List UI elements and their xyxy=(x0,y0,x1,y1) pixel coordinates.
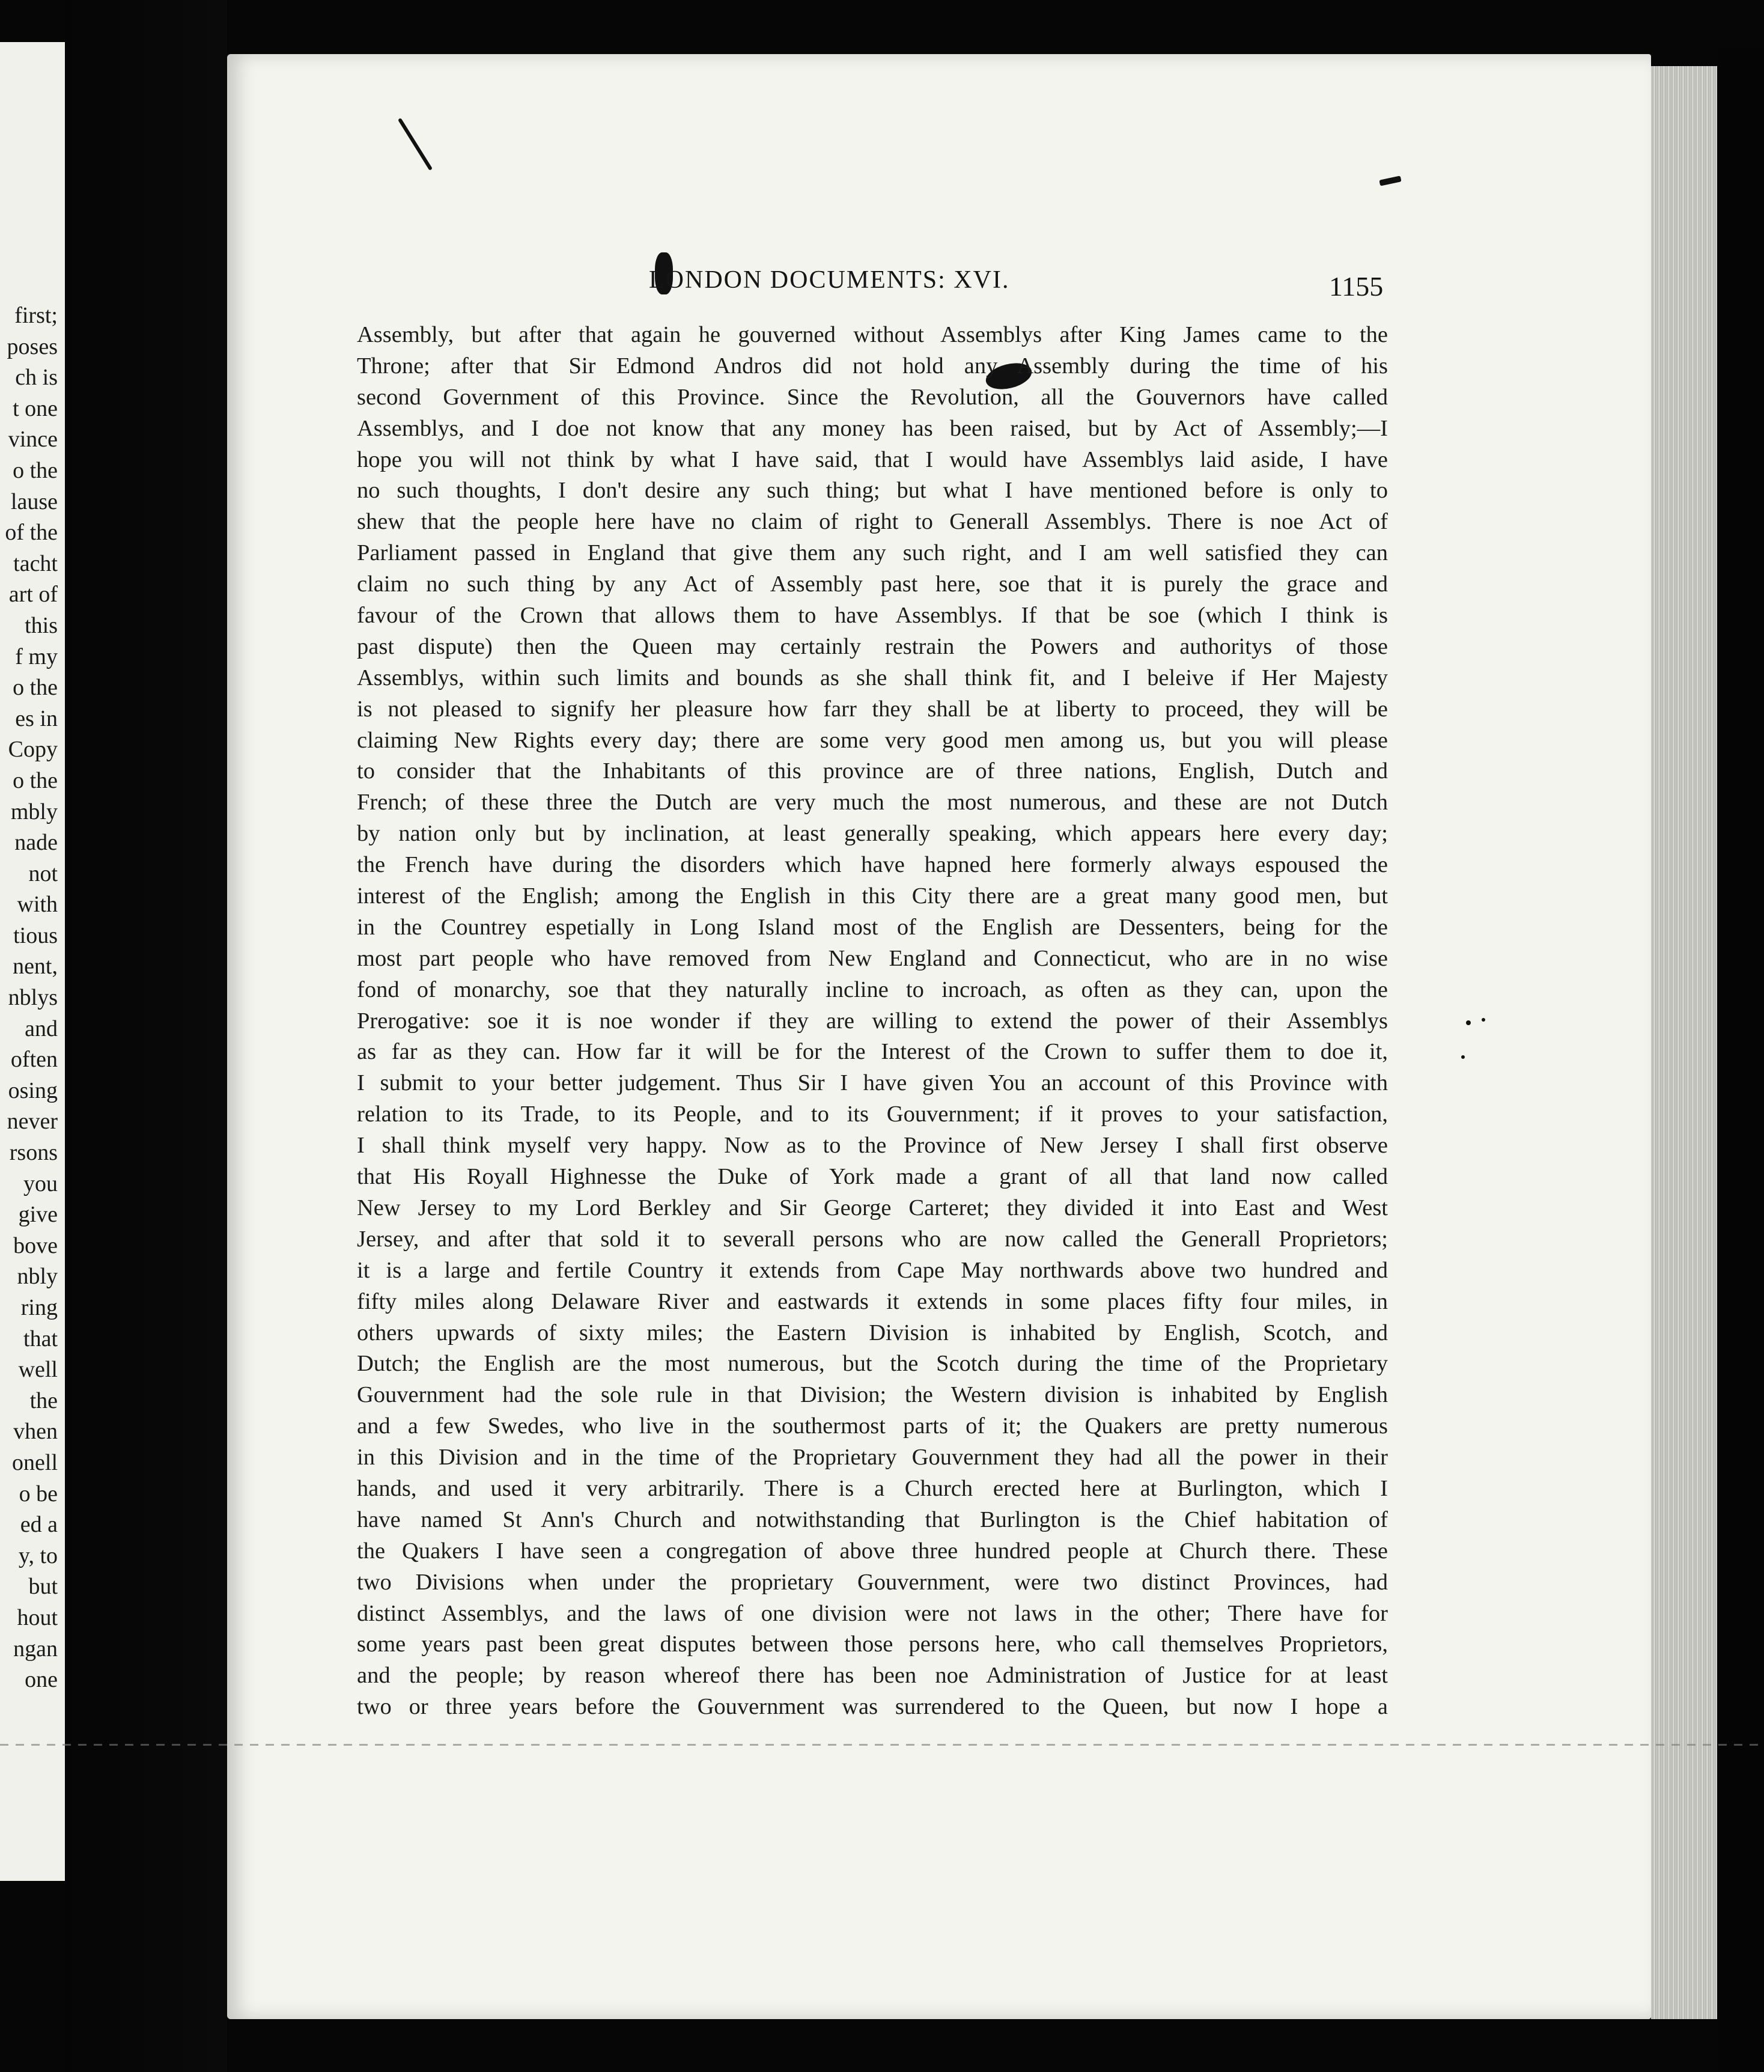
text-line: Throne; after that Sir Edmond Andros did not hold any Assembly during the time of his xyxy=(357,353,1388,379)
text-line: Prerogative: soe it is noe wonder if they are willing to extend the power of their Assemblys xyxy=(357,1008,1388,1034)
text-line: I shall think myself very happy. Now as to the Province of New Jersey I shall first observe xyxy=(357,1133,1388,1159)
text-line: French; of these three the Dutch are very much the most numerous, and these are not Dutch xyxy=(357,790,1388,815)
facing-page-line: nade xyxy=(14,830,58,856)
text-line: some years past been great disputes between those persons here, who call themselves Proprietors, xyxy=(357,1632,1388,1657)
facing-page-line: nblys xyxy=(8,985,58,1011)
text-line: most part people who have removed from New England and Connecticut, who are in no wise xyxy=(357,945,1388,971)
text-line: the Quakers I have seen a congregation of above three hundred people at Church there. These xyxy=(357,1538,1388,1564)
text-line: hands, and used it very arbitrarily. There is a Church erected here at Burlington, which I xyxy=(357,1475,1388,1501)
facing-page-line: well xyxy=(18,1357,58,1383)
facing-page-line: one xyxy=(25,1667,58,1693)
text-line: in this Division and in the time of the Proprietary Gouvernment they had all the power in their xyxy=(357,1445,1388,1470)
facing-page-line: t one xyxy=(13,395,58,421)
facing-page-line: hout xyxy=(17,1604,58,1630)
facing-page-line: with xyxy=(17,892,58,918)
facing-page-line: tious xyxy=(13,922,58,948)
page-number: 1155 xyxy=(1329,271,1384,302)
facing-page-fragment xyxy=(0,42,65,1881)
text-line: two Divisions when under the proprietary Gouvernment, were two distinct Provinces, had xyxy=(357,1569,1388,1595)
text-line: second Government of this Province. Since the Revolution, all the Gouvernors have called xyxy=(357,384,1388,410)
text-line: it is a large and fertile Country it extends from Cape May northwards above two hundred and xyxy=(357,1257,1388,1283)
text-line: no such thoughts, I don't desire any such thing; but what I have mentioned before is only to xyxy=(357,478,1388,504)
facing-page-line: art of xyxy=(8,582,58,608)
facing-page-line: vhen xyxy=(13,1419,58,1445)
facing-page-line: Copy xyxy=(8,737,58,763)
facing-page-line: that xyxy=(23,1326,58,1351)
text-line: and the people; by reason whereof there has been noe Administration of Justice for at least xyxy=(357,1663,1388,1689)
text-line: to consider that the Inhabitants of this province are of three nations, English, Dutch and xyxy=(357,758,1388,784)
text-line: as far as they can. How far it will be for the Interest of the Crown to suffer them to doe it, xyxy=(357,1039,1388,1065)
facing-page-line: o the xyxy=(13,675,58,701)
text-line: others upwards of sixty miles; the Eastern Division is inhabited by English, Scotch, and xyxy=(357,1320,1388,1345)
text-line: claiming New Rights every day; there are some very good men among us, but you will please xyxy=(357,727,1388,753)
facing-page-line: lause xyxy=(10,489,58,514)
facing-page-line: bove xyxy=(13,1233,58,1258)
text-line: I submit to your better judgement. Thus Sir I have given You an account of this Province with xyxy=(357,1070,1388,1096)
facing-page-line: f my xyxy=(15,644,58,669)
text-line: Jersey, and after that sold it to severall persons who are now called the Generall Proprietors; xyxy=(357,1226,1388,1252)
facing-page-line: first; xyxy=(14,303,58,328)
facing-page-line: tacht xyxy=(13,550,58,576)
speck xyxy=(1466,1020,1471,1025)
facing-page-text xyxy=(5,300,58,1696)
text-line: Parliament passed in England that give them any such right, and I am well satisfied they can xyxy=(357,540,1388,566)
speck xyxy=(1461,1055,1465,1059)
facing-page-line: es in xyxy=(15,705,58,731)
facing-page-line: poses xyxy=(7,334,58,359)
text-line: in the Countrey espetially in Long Island most of the English are Dessenters, being for the xyxy=(357,914,1388,940)
facing-page-line: this xyxy=(25,612,58,638)
text-line: fond of monarchy, soe that they naturally incline to incroach, as often as they can, upon the xyxy=(357,977,1388,1002)
text-line: Assembly, but after that again he gouverned without Assemblys after King James came to the xyxy=(357,322,1388,347)
text-line: interest of the English; among the English in this City there are a great many good men, but xyxy=(357,883,1388,909)
page-edges xyxy=(1651,66,1717,2019)
binding-gutter xyxy=(65,0,227,2072)
text-line: hope you will not think by what I have said, that I would have Assemblys laid aside, I have xyxy=(357,446,1388,472)
text-line: by nation only but by inclination, at least generally speaking, which appears here every day; xyxy=(357,821,1388,847)
facing-page-line: mbly xyxy=(10,799,58,824)
text-line: two or three years before the Gouvernment was surrendered to the Queen, but now I hope a xyxy=(357,1694,1388,1720)
facing-page-line: vince xyxy=(8,427,58,452)
facing-page-line: of the xyxy=(5,520,58,546)
text-line: Gouvernment had the sole rule in that Division; the Western division is inhabited by English xyxy=(357,1382,1388,1408)
facing-page-line: y, to xyxy=(18,1543,58,1568)
facing-page-line: the xyxy=(29,1388,58,1413)
text-line: favour of the Crown that allows them to have Assemblys. If that be soe (which I think is xyxy=(357,603,1388,629)
text-line: fifty miles along Delaware River and eastwards it extends in some places fifty four miles, in xyxy=(357,1288,1388,1314)
facing-page-line: ngan xyxy=(13,1636,58,1662)
facing-page-line: o the xyxy=(13,767,58,793)
text-line: distinct Assemblys, and the laws of one division were not laws in the other; There have for xyxy=(357,1600,1388,1626)
facing-page-line: but xyxy=(28,1574,58,1600)
facing-page-line: rsons xyxy=(9,1140,58,1166)
text-line: have named St Ann's Church and notwithstanding that Burlington is the Chief habitation of xyxy=(357,1507,1388,1532)
facing-page-line: onell xyxy=(12,1449,58,1475)
facing-page-line: never xyxy=(7,1109,58,1135)
speck xyxy=(1482,1018,1485,1022)
facing-page-line: ch is xyxy=(15,365,58,391)
facing-page-line: not xyxy=(28,861,58,886)
facing-page-line: give xyxy=(18,1202,58,1228)
text-line: relation to its Trade, to its People, and to its Gouvernment; if it proves to your satisfaction, xyxy=(357,1102,1388,1127)
facing-page-line: you xyxy=(23,1171,58,1196)
page-bottom-rule xyxy=(0,1744,1764,1746)
text-line: Assemblys, within such limits and bounds as she shall think fit, and I beleive if Her Majesty xyxy=(357,665,1388,690)
text-line: is not pleased to signify her pleasure how farr they shall be at liberty to proceed, they will be xyxy=(357,696,1388,722)
body-text xyxy=(357,320,1388,1723)
text-line: New Jersey to my Lord Berkley and Sir George Carteret; they divided it into East and West xyxy=(357,1195,1388,1220)
text-line: claim no such thing by any Act of Assembly past here, soe that it is purely the grace and xyxy=(357,571,1388,597)
text-line: past dispute) then the Queen may certainly restrain the Powers and authoritys of those xyxy=(357,633,1388,659)
text-line: Assemblys, and I doe not know that any money has been raised, but by Act of Assembly;—I xyxy=(357,415,1388,441)
facing-page-line: nent, xyxy=(13,954,58,980)
facing-page-line: and xyxy=(25,1016,58,1041)
text-line: the French have during the disorders which have hapned here formerly always espoused the xyxy=(357,852,1388,878)
text-line: and a few Swedes, who live in the southermost parts of it; the Quakers are pretty numerous xyxy=(357,1413,1388,1439)
facing-page-line: nbly xyxy=(17,1264,58,1290)
facing-page-line: o be xyxy=(19,1481,58,1507)
text-line: that His Royall Highnesse the Duke of York made a grant of all that land now called xyxy=(357,1164,1388,1190)
text-line: shew that the people here have no claim of right to Generall Assemblys. There is noe Act of xyxy=(357,509,1388,535)
facing-page-line: ed a xyxy=(20,1512,58,1538)
facing-page-line: often xyxy=(10,1047,58,1073)
running-head: LONDON DOCUMENTS: XVI. xyxy=(649,266,1010,294)
text-line: Dutch; the English are the most numerous, but the Scotch during the time of the Proprietary xyxy=(357,1351,1388,1377)
facing-page-line: ring xyxy=(20,1295,58,1320)
facing-page-line: o the xyxy=(13,457,58,483)
facing-page-line: osing xyxy=(8,1077,58,1103)
scan-border xyxy=(1717,48,1764,2072)
